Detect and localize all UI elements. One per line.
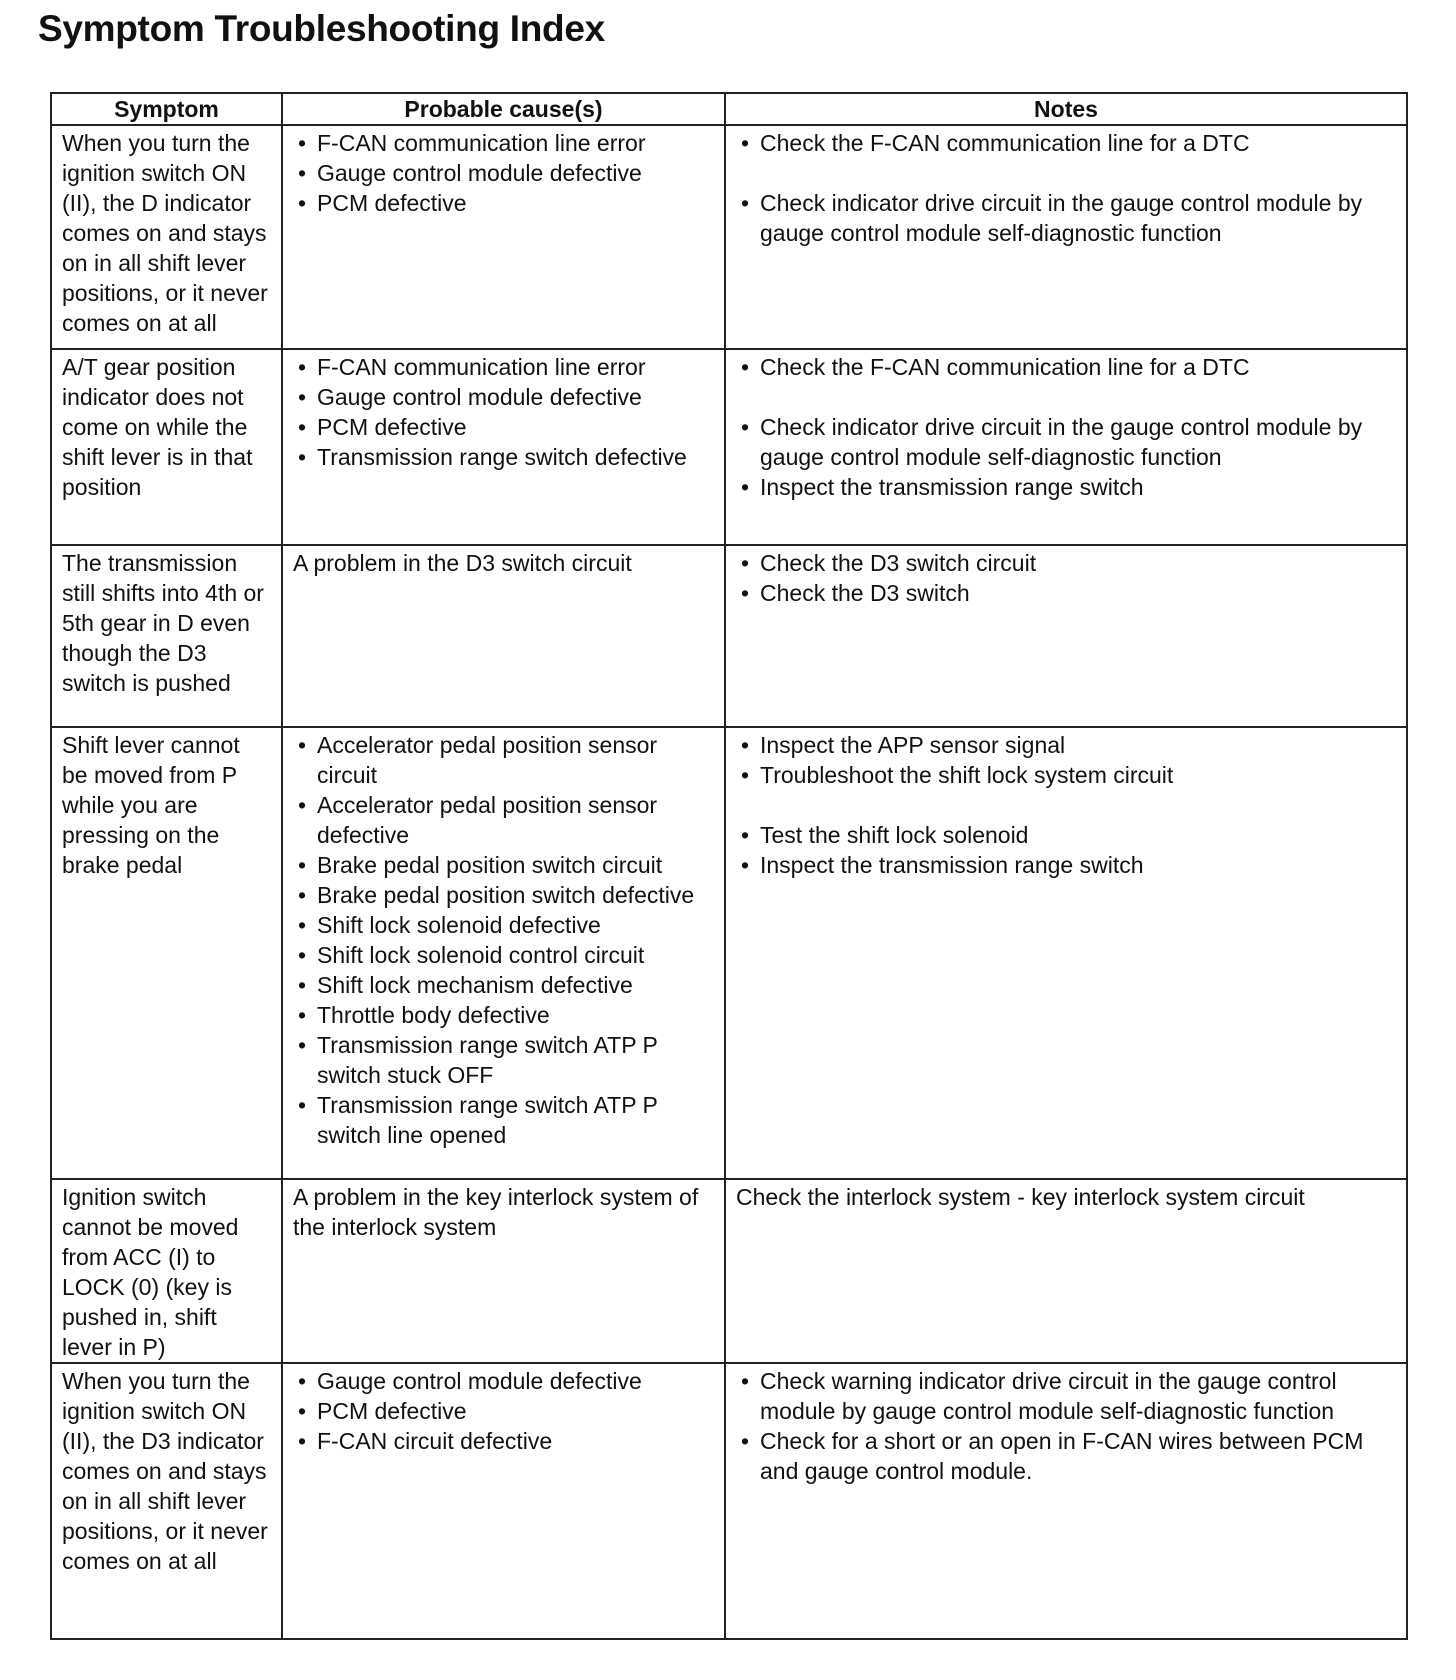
cause-item: • Shift lock mechanism defective [293,970,714,1000]
cause-item: • Brake pedal position switch defective [293,880,714,910]
page-title: Symptom Troubleshooting Index [38,8,605,49]
causes-cell [282,349,725,545]
header-notes: Notes [725,93,1407,125]
symptom-cell: The transmission still shifts into 4th or 5th gear in D even though the D3 switch is pushed [51,545,282,727]
symptom-cell: Ignition switch cannot be moved from ACC (I) to LOCK (0) (key is pushed in, shift lever in P) [51,1179,282,1363]
note-item: • Check indicator drive circuit in the gauge control module by gauge control module self-diagnostic function [736,188,1396,248]
note-item: • Check for a short or an open in F-CAN wires between PCM and gauge control module. [736,1426,1396,1486]
troubleshooting-table [50,92,1408,1640]
cause-item: • Throttle body defective [293,1000,714,1030]
cause-item: • Shift lock solenoid defective [293,910,714,940]
note-item: • Test the shift lock solenoid [736,820,1396,850]
note-item: • Check indicator drive circuit in the gauge control module by gauge control module self-diagnostic function [736,412,1396,472]
note-item: • Check warning indicator drive circuit in the gauge control module by gauge control module self-diagnostic function [736,1366,1396,1426]
notes-cell: Check the interlock system - key interlock system circuit [725,1179,1407,1363]
cause-item: • Gauge control module defective [293,158,714,188]
table-header-row [51,93,1407,125]
cause-item: • Gauge control module defective [293,382,714,412]
table-row [51,349,1407,545]
cause-item: • F-CAN communication line error [293,352,714,382]
header-symptom: Symptom [51,93,282,125]
note-item: • Check the F-CAN communication line for a DTC [736,128,1396,158]
table-row [51,1179,1407,1363]
cause-item: • Transmission range switch ATP P switch stuck OFF [293,1030,714,1090]
table-row [51,1363,1407,1639]
cause-item: • PCM defective [293,1396,714,1426]
symptom-cell: When you turn the ignition switch ON (II), the D indicator comes on and stays on in all shift lever positions, or it never comes on at all [51,125,282,349]
cause-item: • Transmission range switch ATP P switch line opened [293,1090,714,1150]
note-item: • Inspect the APP sensor signal [736,730,1396,760]
cause-item: • PCM defective [293,188,714,218]
notes-cell [725,349,1407,545]
cause-item: • Transmission range switch defective [293,442,714,472]
cause-item: • PCM defective [293,412,714,442]
causes-cell: A problem in the D3 switch circuit [282,545,725,727]
cause-item: • Accelerator pedal position sensor defective [293,790,714,850]
note-item: • Check the D3 switch circuit [736,548,1396,578]
symptom-cell: Shift lever cannot be moved from P while you are pressing on the brake pedal [51,727,282,1179]
causes-cell [282,727,725,1179]
symptom-cell: When you turn the ignition switch ON (II), the D3 indicator comes on and stays on in all shift lever positions, or it never comes on at all [51,1363,282,1639]
causes-cell: A problem in the key interlock system of the interlock system [282,1179,725,1363]
cause-item: • Accelerator pedal position sensor circuit [293,730,714,790]
note-item: • Check the D3 switch [736,578,1396,608]
table-row [51,125,1407,349]
table-row [51,727,1407,1179]
note-item: • Inspect the transmission range switch [736,850,1396,880]
cause-item: • Gauge control module defective [293,1366,714,1396]
symptom-cell: A/T gear position indicator does not come on while the shift lever is in that position [51,349,282,545]
notes-cell [725,727,1407,1179]
cause-item: • Shift lock solenoid control circuit [293,940,714,970]
note-item: • Troubleshoot the shift lock system circuit [736,760,1396,790]
causes-cell [282,1363,725,1639]
note-item: • Inspect the transmission range switch [736,472,1396,502]
notes-cell [725,125,1407,349]
notes-cell [725,545,1407,727]
cause-item: • Brake pedal position switch circuit [293,850,714,880]
cause-item: • F-CAN communication line error [293,128,714,158]
note-item: • Check the F-CAN communication line for a DTC [736,352,1396,382]
table-row [51,545,1407,727]
causes-cell [282,125,725,349]
header-probable-causes: Probable cause(s) [282,93,725,125]
cause-item: • F-CAN circuit defective [293,1426,714,1456]
notes-cell [725,1363,1407,1639]
